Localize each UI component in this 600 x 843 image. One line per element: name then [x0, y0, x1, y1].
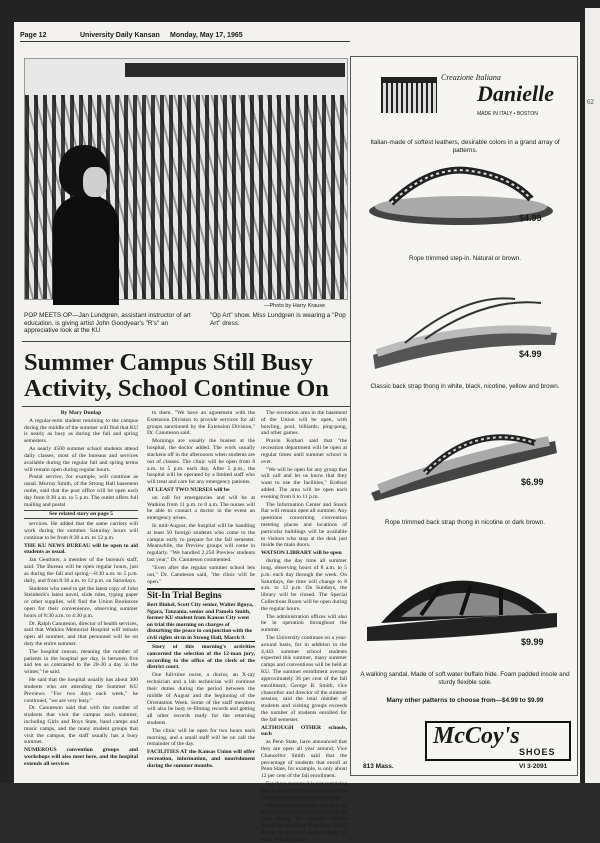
photo-caption-right: "Op Art" show. Miss Lundgren is wearing a "Pop Art" dress. — [210, 312, 350, 327]
paragraph: In mid-August, the hospital will be handling at least 50 foreign students who come to the campus early to prepare for the fall semester. Meanwhile, the Preview groups will come in regularly. "We handled 2,250 Preview students last year," Dr. Canuteson commented. — [147, 523, 255, 564]
price: $4.99 — [519, 213, 542, 223]
made-in-label: MADE IN ITALY • BOSTON — [477, 111, 538, 117]
shoe-caption: A walking sandal. Made of soft water buffalo hide. Foam padded insole and sturdy flexible sole. — [358, 671, 572, 687]
shoe-advertisement — [350, 56, 578, 776]
paragraph: As nearly 4500 summer school students attend daily classes, most of the bureaus and services available during the regular fall and spring terms will remain open during regular hours. — [24, 446, 138, 473]
shoe-caption: Rope trimmed back strap thong in nicotine or dark brown. — [358, 519, 572, 527]
sidebar-body: Bert Binkel, Scott City senior, Walter Bgoya, Ngara, Tanzania, senior and Pamela Smith, former KU student from Kansas City went on trial this morning on charges of disturbing the peace in conjunction with the civil rights sit-in in Strong Hall, March 9. — [147, 602, 255, 642]
price: $9.99 — [521, 637, 544, 647]
store-subtitle: SHOES — [519, 747, 556, 757]
divider — [22, 406, 350, 407]
danielle-logo — [381, 67, 551, 117]
sidebar-body-2: Story of this morning's activities concerned the selection of the 12-man jury, according to the office of the clerk of the district court. — [147, 644, 255, 671]
divider — [22, 341, 350, 342]
paragraph: to them. "We have an agreement with the Extension Division to provide services for all groups sanctioned by the Extension Division," Dr. Canuteson said. — [147, 410, 255, 437]
paragraph: Pravin Kothari said that "the recreation department will be open at regular times until summer school is over. — [261, 438, 347, 465]
paragraph: Dr. Canuteson said that with the number of students that visit the campus each summer, including Girls and Boys State, band camps and music camps, and the many student groups that visit the campus, the staff usually has a busy summer. — [24, 705, 138, 746]
paragraph: Jan Geuthner, a member of the bureau's staff, said. The Bureau will be open regular hours, just as during the fall and spring—8:30 a.m. to 5 p.m. daily, and from 8:30 a.m. to 12 p.m. on Saturdays. — [24, 557, 138, 584]
paragraph: "We will be open for any group that will call and let us know that they want to use the facilities," Kothari added. The area will be open each evening from 6 to 11 p.m. — [261, 467, 347, 501]
sit-in-trial-box — [147, 588, 255, 642]
story-column-3 — [261, 410, 347, 782]
byline: By Mary Dunlap — [24, 410, 138, 417]
paragraph: The Information Center and Snack Bar will remain open all summer. Any questions concerning convention meeting places and locations of particular buildings will be available to visitors who stop at the desk just inside the main doors. — [261, 502, 347, 550]
paragraph: He said that the hospital usually has about 300 students who are attending the Summer KU Previews. "For two days each week," he continued, "we are very busy." — [24, 677, 138, 704]
store-address: 813 Mass. — [363, 763, 394, 770]
paragraph: For these reasons it is not surprising that so many services and bureaus are open to students during the summer. — [261, 781, 347, 801]
subhead: FACILITIES AT the Kansas Union will offer recreation, information, and nourishment during the summer months. — [147, 749, 255, 769]
back-strap-thong-sandal — [365, 293, 565, 373]
next-page-fragment: 62 — [587, 98, 594, 106]
paragraph: on call for emergencies and will be at Watkins from 11 p.m. to 8 a.m. The nurses will be able to contact a doctor in the event an emergency arises. — [147, 495, 255, 522]
photo-caption-left: POP MEETS OP—Jan Lundgren, assistant instructor of art education, is giving artist John Goodyear's "R's" an appreciative look at the KU — [24, 312, 204, 335]
headline: Summer Campus Still Busy Activity, School Continue On — [24, 350, 354, 402]
page-number: Page 12 — [20, 32, 46, 39]
subhead: THE KU NEWS BUREAU will be open to aid students as usual. — [24, 543, 138, 557]
paragraph: One full-time nurse, a doctor, an X-ray technician and a lab technician will continue their duties during the period between the middle of August and the beginning of the Orientation Week. Some of the staff members will also be busy re-filming records and getting all other records ready for the returning students. — [147, 672, 255, 727]
shoe-caption: Classic back strap thong in white, black, nicotine, yellow and brown. — [358, 383, 572, 391]
brand-name: Danielle — [477, 81, 554, 107]
paragraph: The administration offices will also be in operation throughout the summer. — [261, 614, 347, 634]
subhead: AT LEAST TWO NURSES will be — [147, 487, 255, 494]
story-column-2 — [147, 410, 255, 586]
woman-silhouette — [53, 145, 123, 305]
story-column-1 — [24, 410, 138, 782]
paragraph: The recreation area in the basement of the Union will be open, with bowling, pool, billiards, ping-pong, and other games. — [261, 410, 347, 437]
paragraph: The University continues on a year-around basis, for in addition to the 4,443 summer school students expected this summer, many summer camps and conventions will be held at KU. The summer enrollment average approximately 36 per cent of the fall enrollment, George B. Smith, vice chancellor and director of the summer session, said the total number of students and visiting groups exceeds the number of students enrolled for the fall semester. — [261, 635, 347, 724]
logo-script-line: Creazione Italiana — [441, 73, 501, 82]
photo-credit: —Photo by Harry Krause — [264, 303, 325, 309]
paragraph: Dr. Ralph Canuteson, director of health services, said that Watkins Memorial Hospital will remain open all summer, and that personnel will be on duty the entire summer. — [24, 621, 138, 648]
paragraph: Vice Chancellor Smith said that the myth that a state institution relaxes so little during the summer months should be dispelled. A glimpse at KU during the summer would readily do away with this idea. — [261, 803, 347, 843]
paragraph: Mornings are usually the busiest at the hospital, the doctor added. The work usually slackens off in the afternoons when students are out of classes. The clinic will be open from 8 a.m. to 5 p.m. each day. After 5 p.m., the hospital will be operated by a limited staff who will treat and care for any emergency patients. — [147, 438, 255, 486]
store-name: McCoy's — [433, 723, 520, 750]
sidebar-title: Sit-In Trial Begins — [147, 592, 255, 602]
store-phone: VI 3-2091 — [519, 763, 547, 770]
subhead: ALTHOUGH OTHER schools, such — [261, 725, 347, 739]
paragraph: Students who need to get the latest copy of John Steinbeck's latest novel, slide rules, typing paper or other supplies, will find the Union Bookstore open for their convenience, observing summer hours of 8:30 a.m. to 4:30 p.m. — [24, 586, 138, 620]
see-related-link: See related story on page 5 — [24, 510, 138, 519]
shoe-caption: Rope trimmed step-in. Natural or brown. — [358, 255, 572, 263]
paragraph: during the day time all summer long, observing hours of 8 a.m. to 5 p.m. each day through the week. On Saturdays, the time will change to 8 a.m. to 12 p.m. On Sundays, the library will be closed. The Special Collections Room will be open during the regular hours. — [261, 558, 347, 613]
ad-intro: Italian-made of softest leathers, desirable colors in a grand array of patterns. — [365, 139, 565, 155]
next-page-edge — [585, 8, 600, 783]
price-range-note: Many other patterns to choose from—$4.99 to $9.99 — [361, 697, 569, 704]
paragraph: A regular-term student returning to the campus during the middle of the summer will find that KU is nearly as busy as during the fall and spring semesters. — [24, 418, 138, 445]
paragraph: services. He added that the same carriers will work during the summer. Saturday hours will continue to be from 8:30 a.m. to 12 p.m. — [24, 521, 138, 541]
masthead — [20, 32, 350, 42]
subhead: NUMEROUS convention groups and workshops will also meet here, and the hospital extends all services — [24, 747, 138, 767]
issue-date: Monday, May 17, 1965 — [170, 32, 243, 39]
building-illustration — [381, 77, 437, 113]
paragraph: as Penn State, have announced that they are open all year around, Vice Chancellor Smith said that the percentage of students that enroll at Penn State, for example, is only about 12 per cent of the fall enrollment. — [261, 739, 347, 780]
paragraph: "Even after the regular summer school lets out," Dr. Canuteson said, "the clinic will be open." — [147, 565, 255, 585]
price: $4.99 — [519, 349, 542, 359]
newspaper-name: University Daily Kansan — [80, 32, 160, 39]
paragraph: Postal service, for example, will continue as usual. Murray Smith, of the Strong Hall basement outlet, said that the post office will be open each day from 8:30 a.m. to 5 p.m. The outlet offers full mailing and postal — [24, 474, 138, 508]
story-column-2-lower — [147, 644, 255, 782]
walking-sandal — [361, 557, 561, 647]
price: $6.99 — [521, 477, 544, 487]
paragraph: The hospital census, meaning the number of patients in the hospital per day, is between five and ten as contrasted to the 20-30 a day in the winter," he said. — [24, 649, 138, 676]
subhead: WATSON LIBRARY will be open — [261, 550, 347, 557]
rope-back-strap-thong-sandal — [365, 423, 565, 503]
art-show-photo — [24, 58, 348, 300]
newspaper-page — [14, 22, 580, 783]
mccoys-logo — [425, 721, 571, 761]
paragraph: The clinic will be open for two hours each morning, and a small staff will be on call the remainder of the day. — [147, 728, 255, 748]
